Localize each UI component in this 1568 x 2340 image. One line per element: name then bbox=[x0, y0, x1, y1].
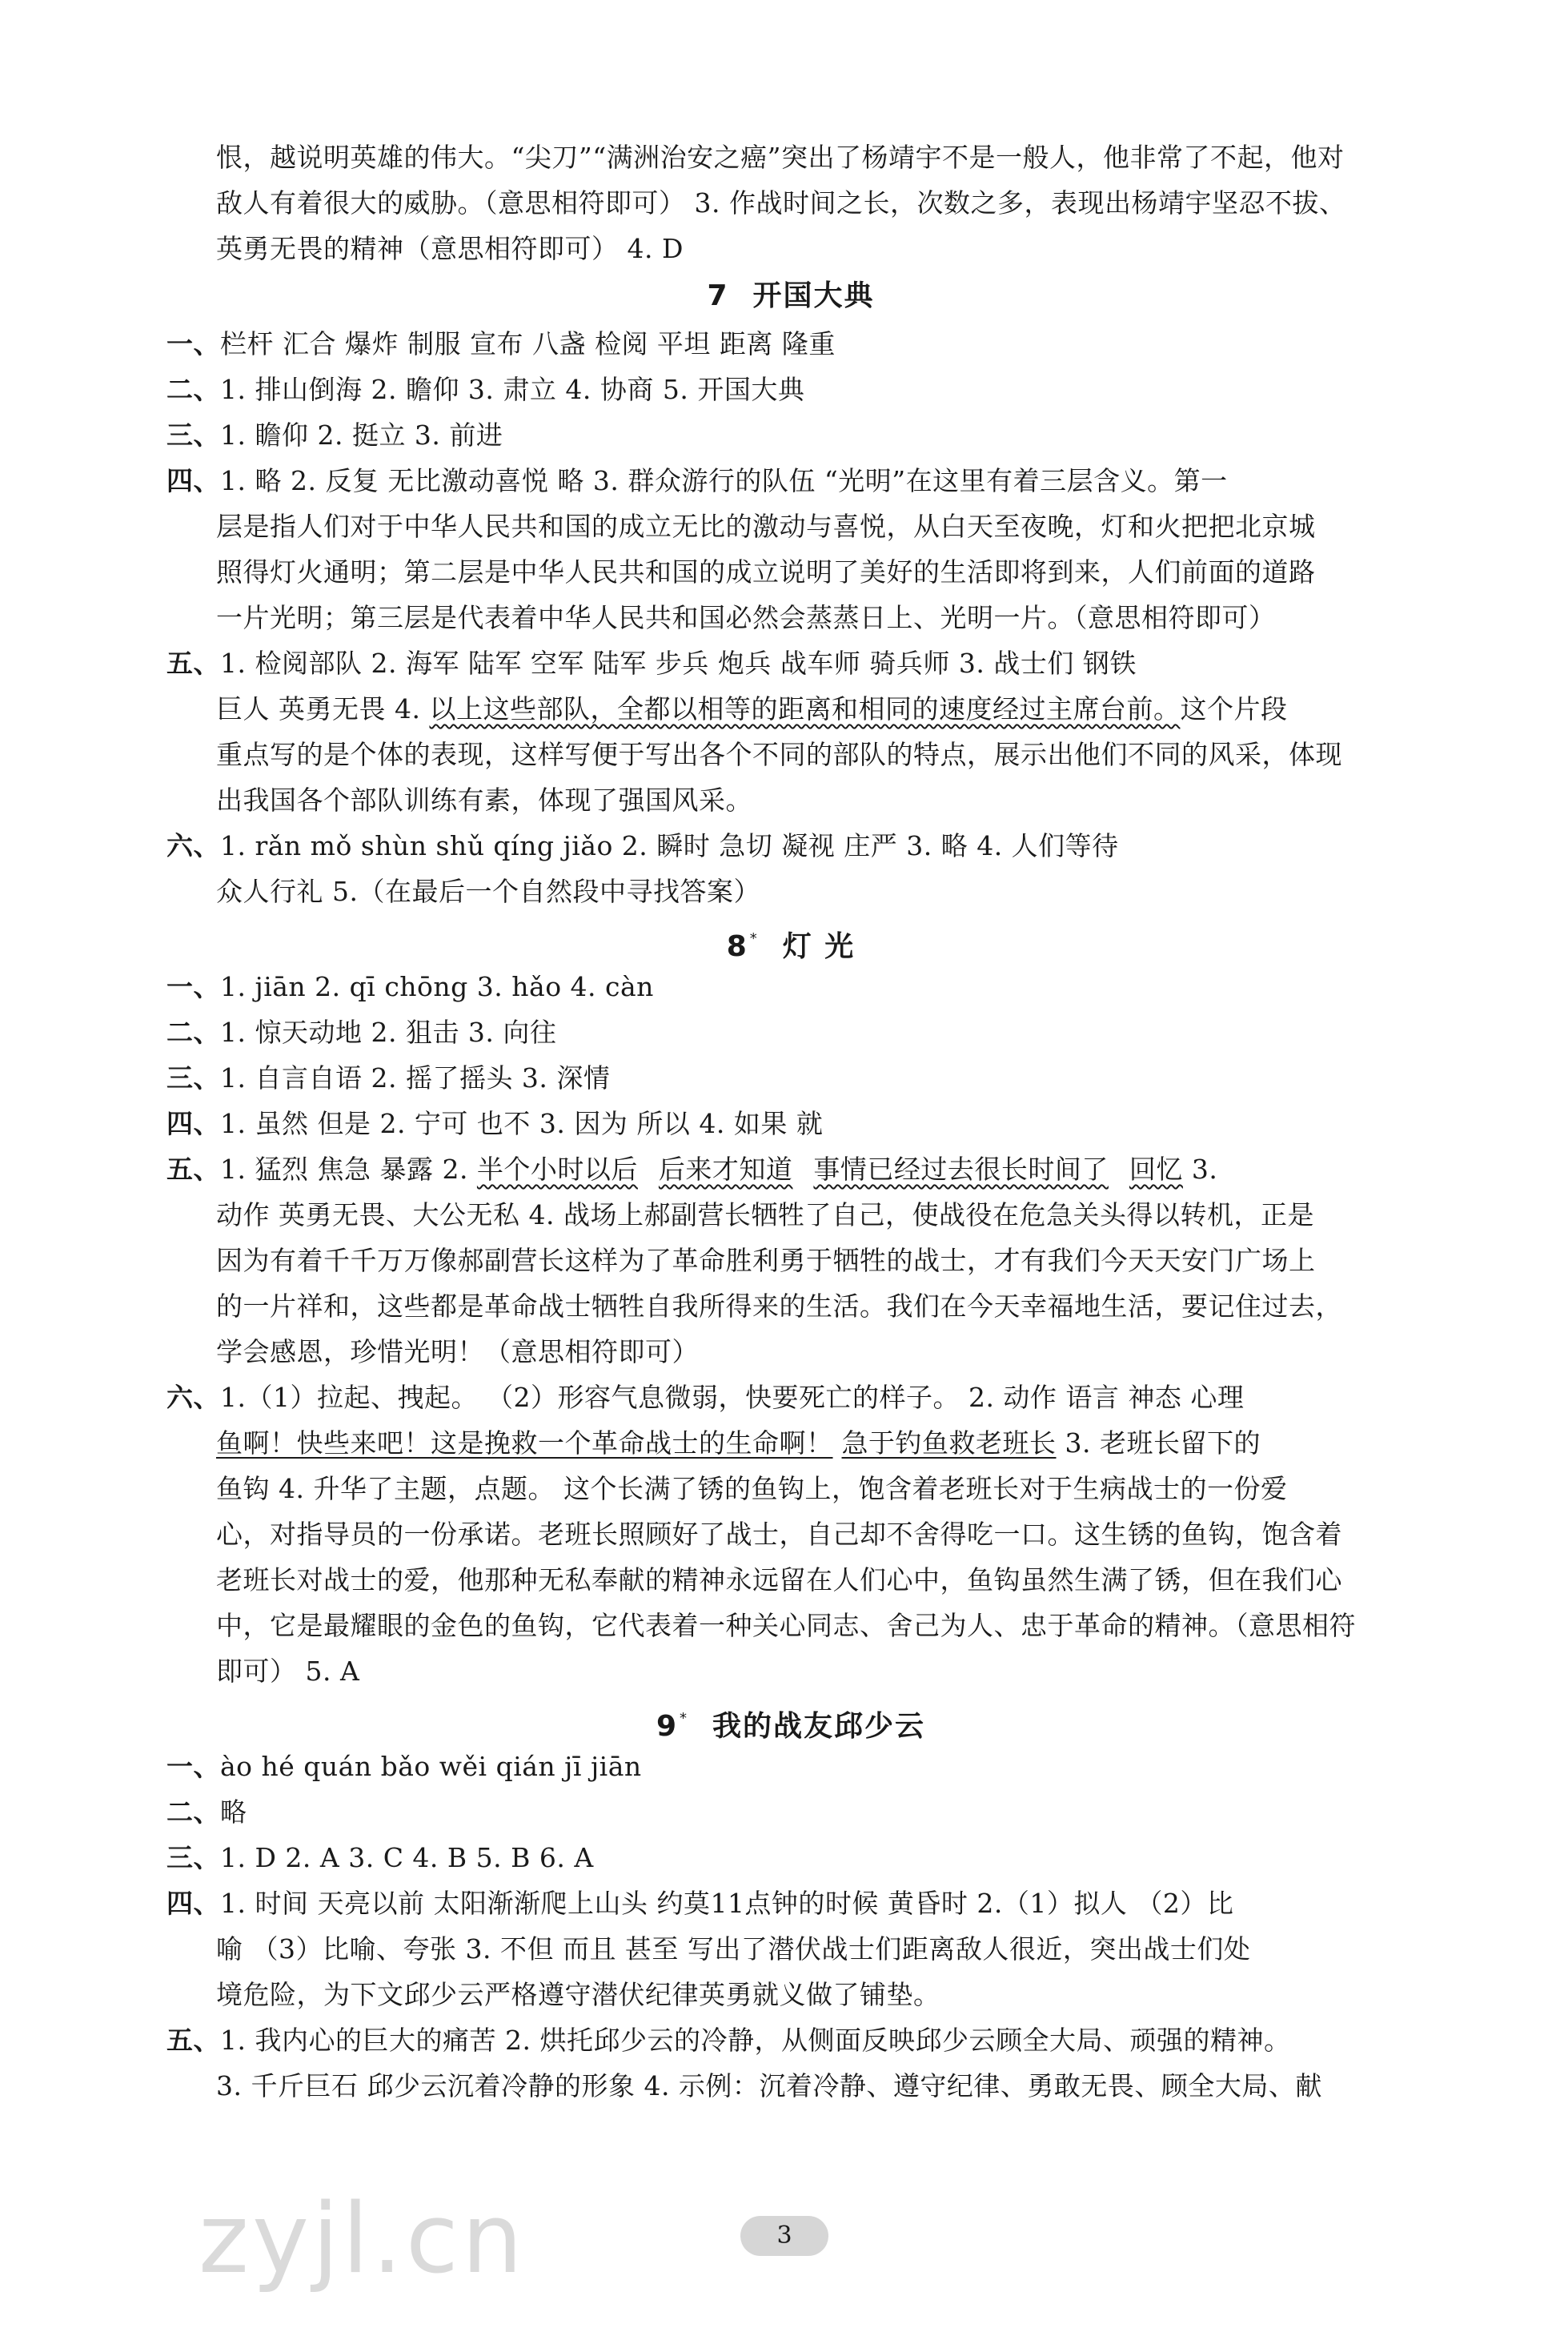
question-label: 二、 bbox=[166, 374, 220, 405]
question-label: 六、 bbox=[166, 1382, 220, 1413]
page-number: 3 bbox=[740, 2216, 828, 2256]
question-3 bbox=[166, 412, 1415, 458]
section-title: 灯 光 bbox=[782, 930, 856, 963]
answer-text: 1. jiān 2. qī chōng 3. hǎo 4. càn bbox=[220, 971, 654, 1002]
question-label: 五、 bbox=[166, 1154, 220, 1185]
text-line: 即可） 5. A bbox=[216, 1656, 360, 1687]
underlined-text: 鱼啊！快些来吧！这是挽救一个革命战士的生命啊！ bbox=[216, 1427, 833, 1459]
text-line: 动作 英勇无畏、大公无私 4. 战场上郝副营长牺牲了自己，使战役在危急关头得以转机，正是 bbox=[216, 1199, 1314, 1230]
text-line: 出我国各个部队训练有素，体现了强国风采。 bbox=[216, 785, 752, 816]
answer-text: 1. 惊天动地 2. 狙击 3. 向往 bbox=[220, 1017, 557, 1048]
answer-text: 1.（1）拉起、拽起。 （2）形容气息微弱，快要死亡的样子。 2. 动作 语言 神态 心理 bbox=[220, 1382, 1245, 1413]
question-5 bbox=[166, 1146, 1415, 1192]
question-5 bbox=[166, 2017, 1415, 2063]
text-line: 喻 （3）比喻、夸张 3. 不但 而且 甚至 写出了潜伏战士们距离敌人很近，突出战士们处 bbox=[216, 1933, 1251, 1965]
question-label: 一、 bbox=[166, 1751, 220, 1782]
text-line: 因为有着千千万万像郝副营长这样为了革命胜利勇于牺牲的战士，才有我们今天天安门广场上 bbox=[216, 1245, 1316, 1276]
answer-text: 栏杆 汇合 爆炸 制服 宣布 八盏 检阅 平坦 距离 隆重 bbox=[220, 328, 836, 359]
text-line: 敌人有着很大的威胁。（意思相符即可） 3. 作战时间之长，次数之多，表现出杨靖宇坚忍不拔、 bbox=[216, 187, 1346, 219]
question-2 bbox=[166, 1009, 1415, 1055]
text-line: 的一片祥和，这些都是革命战士牺牲自我所得来的生活。我们在今天幸福地生活，要记住过去， bbox=[216, 1290, 1342, 1322]
question-label: 四、 bbox=[166, 1108, 220, 1139]
wavy-underlined-text: 回忆 bbox=[1129, 1154, 1183, 1185]
text-line bbox=[166, 1420, 1415, 1466]
wavy-underlined-text: 后来才知道 bbox=[658, 1154, 793, 1185]
section-number bbox=[656, 1710, 688, 1743]
question-1 bbox=[166, 321, 1415, 367]
question-label: 三、 bbox=[166, 1842, 220, 1873]
question-label: 六、 bbox=[166, 830, 220, 861]
question-1 bbox=[166, 964, 1415, 1009]
answer-text: 1. D 2. A 3. C 4. B 5. B 6. A bbox=[220, 1842, 594, 1873]
section-title: 开国大典 bbox=[752, 279, 875, 312]
question-label: 三、 bbox=[166, 1062, 220, 1094]
question-4 bbox=[166, 1880, 1415, 1926]
answer-text: 1. 瞻仰 2. 挺立 3. 前进 bbox=[220, 419, 503, 451]
answer-text: 1. 我内心的巨大的痛苦 2. 烘托邱少云的冷静，从侧面反映邱少云顾全大局、顽强的精神。 bbox=[220, 2025, 1291, 2056]
section-number bbox=[727, 930, 759, 963]
wavy-underlined-text: 以上这些部队，全都以相等的距离和相同的速度经过主席台前。 bbox=[429, 693, 1181, 724]
answer-text: 1. 略 2. 反复 无比激动喜悦 略 3. 群众游行的队伍 “光明”在这里有着三层含义。第一 bbox=[220, 465, 1228, 496]
section-number: 7 bbox=[707, 279, 729, 312]
text-line: 鱼钩 4. 升华了主题，点题。 这个长满了锈的鱼钩上，饱含着老班长对于生病战士的一份爱 bbox=[216, 1473, 1288, 1504]
section-title: 我的战友邱少云 bbox=[712, 1710, 926, 1743]
question-label: 五、 bbox=[166, 648, 220, 679]
text-line bbox=[166, 686, 1415, 732]
question-label: 二、 bbox=[166, 1017, 220, 1048]
text-line: 照得灯火通明；第二层是中华人民共和国的成立说明了美好的生活即将到来，人们前面的道路 bbox=[216, 556, 1316, 588]
text-line: 一片光明；第三层是代表着中华人民共和国必然会蒸蒸日上、光明一片。（意思相符即可） bbox=[216, 602, 1276, 633]
answer-text: 1. rǎn mǒ shùn shǔ qíng jiǎo 2. 瞬时 急切 凝视 庄严 3. 略 4. 人们等待 bbox=[220, 830, 1119, 861]
text-line: 层是指人们对于中华人民共和国的成立无比的激动与喜悦，从白天至夜晚，灯和火把把北京城 bbox=[216, 511, 1316, 542]
text-line: 老班长对战士的爱，他那种无私奉献的精神永远留在人们心中，鱼钩虽然生满了锈，但在我们心 bbox=[216, 1564, 1342, 1595]
answer-text: 1. 自言自语 2. 摇了摇头 3. 深情 bbox=[220, 1062, 611, 1094]
text-line: 学会感恩，珍惜光明！（意思相符即可） bbox=[216, 1336, 699, 1367]
answer-text: 略 bbox=[220, 1796, 247, 1828]
answer-text: ào hé quán bǎo wěi qián jī jiān bbox=[220, 1751, 642, 1782]
section-heading-7 bbox=[166, 271, 1415, 321]
text-line: 英勇无畏的精神（意思相符即可） 4. D bbox=[216, 233, 684, 264]
text-line: 恨，越说明英雄的伟大。“尖刀”“满洲治安之癌”突出了杨靖宇不是一般人，他非常了不起，他对 bbox=[216, 142, 1345, 173]
question-label: 四、 bbox=[166, 465, 220, 496]
question-6 bbox=[166, 1375, 1415, 1420]
text-line: 境危险，为下文邱少云严格遵守潜伏纪律英勇就义做了铺垫。 bbox=[216, 1979, 940, 2010]
question-4 bbox=[166, 1101, 1415, 1146]
section-heading-9 bbox=[166, 1694, 1415, 1744]
answer-text: 巨人 英勇无畏 4. bbox=[216, 693, 430, 724]
question-label: 四、 bbox=[166, 1888, 220, 1919]
answer-text: 1. 虽然 但是 2. 宁可 也不 3. 因为 所以 4. 如果 就 bbox=[220, 1108, 824, 1139]
text-line: 众人行礼 5.（在最后一个自然段中寻找答案） bbox=[216, 876, 760, 907]
section-heading-8 bbox=[166, 914, 1415, 964]
answer-text: 1. 检阅部队 2. 海军 陆军 空军 陆军 步兵 炮兵 战车师 骑兵师 3. 战士们 钢铁 bbox=[220, 648, 1137, 679]
underlined-text: 急于钓鱼救老班长 bbox=[841, 1427, 1057, 1459]
wavy-underlined-text: 半个小时以后 bbox=[476, 1154, 638, 1185]
text-line: 重点写的是个体的表现，这样写便于写出各个不同的部队的特点，展示出他们不同的风采，体现 bbox=[216, 739, 1342, 770]
answer-page bbox=[166, 134, 1415, 2109]
question-5 bbox=[166, 640, 1415, 686]
question-6 bbox=[166, 823, 1415, 869]
question-1 bbox=[166, 1744, 1415, 1789]
answer-text: 3. 老班长留下的 bbox=[1056, 1427, 1261, 1459]
question-label: 五、 bbox=[166, 2025, 220, 2056]
text-line: 中，它是最耀眼的金色的鱼钩，它代表着一种关心同志、舍己为人、忠于革命的精神。（意思相符 bbox=[216, 1610, 1356, 1641]
wavy-underlined-text: 事情已经过去很长时间了 bbox=[813, 1154, 1109, 1185]
section-number-value: 9 bbox=[656, 1710, 679, 1743]
question-2 bbox=[166, 1789, 1415, 1835]
answer-text: 3. bbox=[1182, 1154, 1218, 1185]
question-2 bbox=[166, 367, 1415, 412]
answer-text: 这个片段 bbox=[1180, 693, 1288, 724]
question-3 bbox=[166, 1835, 1415, 1880]
optional-star: * bbox=[680, 1710, 689, 1727]
watermark: zyjl.cn bbox=[199, 2184, 526, 2295]
answer-text: 1. 猛烈 焦急 暴露 2. bbox=[220, 1154, 477, 1185]
answer-text: 1. 时间 天亮以前 太阳渐渐爬上山头 约莫11点钟的时候 黄昏时 2.（1）拟人 （2）比 bbox=[220, 1888, 1234, 1919]
section-number-value: 8 bbox=[726, 930, 748, 963]
text-line: 心，对指导员的一份承诺。老班长照顾好了战士，自己却不舍得吃一口。这生锈的鱼钩，饱含着 bbox=[216, 1519, 1342, 1550]
question-label: 一、 bbox=[166, 328, 220, 359]
question-label: 一、 bbox=[166, 971, 220, 1002]
question-label: 二、 bbox=[166, 1796, 220, 1828]
answer-text bbox=[833, 1427, 842, 1459]
answer-text: 1. 排山倒海 2. 瞻仰 3. 肃立 4. 协商 5. 开国大典 bbox=[220, 374, 805, 405]
question-label: 三、 bbox=[166, 419, 220, 451]
question-4 bbox=[166, 458, 1415, 504]
optional-star: * bbox=[749, 930, 759, 947]
question-3 bbox=[166, 1055, 1415, 1101]
text-line: 3. 千斤巨石 邱少云沉着冷静的形象 4. 示例：沉着冷静、遵守纪律、勇敢无畏、顾全大局、献 bbox=[216, 2070, 1322, 2101]
